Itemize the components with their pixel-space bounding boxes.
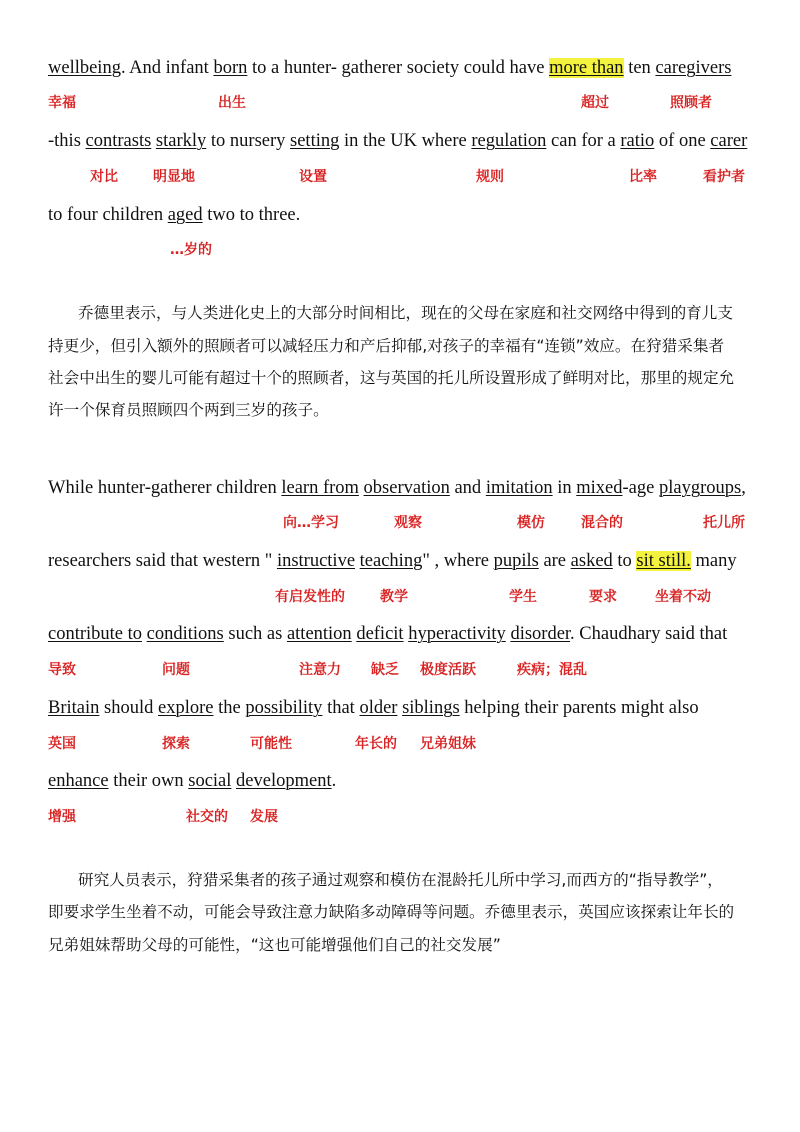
vocab-carer: carer (710, 131, 748, 151)
gloss-regulation: 规则 (476, 169, 504, 185)
gloss-contribute-to: 导致 (48, 662, 76, 678)
text-run: helping their parents might also (459, 698, 699, 718)
text-run: are (538, 551, 571, 571)
text-run: -age (622, 478, 659, 498)
gloss-mixed: 混合的 (581, 515, 623, 531)
gloss-pupils: 学生 (509, 589, 537, 605)
vocab-regulation: regulation (471, 131, 547, 151)
passage-2-line-3 (48, 622, 727, 646)
text-run: such as (223, 624, 287, 644)
vocab-explore: explore (157, 698, 214, 718)
translation-1-line-1: 乔德里表示，与人类进化史上的大部分时间相比，现在的父母在家庭和社交网络中得到的育儿支 (78, 304, 733, 322)
gloss-imitation: 模仿 (517, 515, 545, 531)
text-run: to (612, 551, 637, 571)
gloss-asked: 要求 (589, 589, 617, 605)
vocab-mixed: mixed (576, 478, 623, 498)
text-run: in the UK where (339, 131, 472, 151)
vocab-starkly: starkly (155, 131, 207, 151)
passage-1-line-2 (48, 129, 747, 153)
vocab-conditions: conditions (146, 624, 224, 644)
translation-1-line-3: 社会中出生的婴儿可能有超过十个的照顾者，这与英国的托儿所设置形成了鲜明对比，那里的规定允 (48, 369, 735, 387)
vocab-older: older (359, 698, 398, 718)
gloss-row-2 (0, 167, 800, 187)
gloss-more-than: 超过 (581, 95, 609, 111)
gloss-britain: 英国 (48, 736, 76, 752)
passage-2-line-5 (48, 769, 336, 793)
vocab-enhance: enhance (48, 771, 109, 791)
text-run: many (690, 551, 737, 571)
gloss-row-7 (0, 734, 800, 754)
vocab-observation: observation (363, 478, 450, 498)
gloss-disorder: 疾病；混乱 (517, 662, 587, 678)
gloss-sit-still: 坐着不动 (655, 589, 711, 605)
vocab-learn-from: learn from (281, 478, 359, 498)
gloss-ratio: 比率 (629, 169, 657, 185)
gloss-row-8 (0, 807, 800, 827)
text-run: researchers said that western " (48, 551, 277, 571)
text-run: . (331, 771, 337, 791)
vocab-possibility: possibility (245, 698, 323, 718)
gloss-deficit: 缺乏 (371, 662, 399, 678)
text-run: . And infant (120, 58, 214, 78)
vocab-instructive: instructive (276, 551, 356, 571)
gloss-caregivers: 照顾者 (670, 95, 712, 111)
text-run: -this (48, 131, 86, 151)
text-run: , (741, 478, 746, 498)
gloss-setting: 设置 (299, 169, 327, 185)
gloss-carer: 看护者 (703, 169, 745, 185)
vocab-more-than-highlighted: more than (549, 58, 624, 78)
gloss-instructive: 有启发性的 (275, 589, 345, 605)
gloss-starkly: 明显地 (153, 169, 195, 185)
passage-2-line-4 (48, 696, 699, 720)
vocab-sit-still-highlighted: sit still. (636, 551, 691, 571)
text-run: of one (654, 131, 711, 151)
gloss-row-6 (0, 660, 800, 680)
vocab-contribute-to: contribute to (48, 624, 143, 644)
gloss-row-1 (0, 93, 800, 113)
vocab-social: social (188, 771, 232, 791)
vocab-hyperactivity: hyperactivity (408, 624, 506, 644)
gloss-attention: 注意力 (299, 662, 341, 678)
text-run: and (449, 478, 486, 498)
text-run: " , where (422, 551, 494, 571)
translation-1-line-2: 持更少，但引入额外的照顾者可以减轻压力和产后抑郁,对孩子的幸福有“连锁”效应。在狩猎采集者 (48, 337, 725, 355)
passage-2-line-1 (48, 476, 746, 500)
text-run: that (322, 698, 360, 718)
vocab-imitation: imitation (485, 478, 553, 498)
vocab-teaching: teaching (359, 551, 423, 571)
vocab-asked: asked (570, 551, 613, 571)
vocab-playgroups: playgroups (658, 478, 742, 498)
vocab-disorder: disorder (510, 624, 571, 644)
text-run: While hunter-gatherer children (48, 478, 282, 498)
text-run: their own (108, 771, 189, 791)
gloss-playgroups: 托儿所 (703, 515, 745, 531)
gloss-wellbeing: 幸福 (48, 95, 76, 111)
gloss-teaching: 教学 (380, 589, 408, 605)
text-run: to nursery (206, 131, 291, 151)
gloss-possibility: 可能性 (250, 736, 292, 752)
text-run: ten (623, 58, 656, 78)
text-run: the (213, 698, 246, 718)
translation-2-line-3: 兄弟姐妹帮助父母的可能性，“这也可能增强他们自己的社交发展” (48, 936, 501, 954)
vocab-britain: Britain (48, 698, 100, 718)
translation-2-line-2: 即要求学生坐着不动，可能会导致注意力缺陷多动障碍等问题。乔德里表示，英国应该探索让年长的 (48, 903, 735, 921)
translation-2-line-1: 研究人员表示，狩猎采集者的孩子通过观察和模仿在混龄托儿所中学习,而西方的“指导教学”， (78, 871, 723, 889)
vocab-attention: attention (286, 624, 352, 644)
vocab-pupils: pupils (493, 551, 539, 571)
text-run: to a hunter- gatherer society could have (247, 58, 550, 78)
text-run: in (552, 478, 577, 498)
gloss-social: 社交的 (186, 809, 228, 825)
vocab-siblings: siblings (402, 698, 460, 718)
gloss-siblings: 兄弟姐妹 (420, 736, 476, 752)
passage-2-line-2 (48, 549, 737, 573)
gloss-row-5 (0, 587, 800, 607)
text-run: should (99, 698, 158, 718)
gloss-development: 发展 (250, 809, 278, 825)
text-run: . Chaudhary said that (570, 624, 728, 644)
translation-1-line-4: 许一个保育员照顾四个两到三岁的孩子。 (48, 401, 329, 419)
vocab-ratio: ratio (620, 131, 655, 151)
vocab-wellbeing: wellbeing (48, 58, 121, 78)
gloss-contrasts: 对比 (90, 169, 118, 185)
gloss-observation: 观察 (394, 515, 422, 531)
gloss-row-4 (0, 513, 800, 533)
vocab-deficit: deficit (356, 624, 404, 644)
gloss-born: 出生 (218, 95, 246, 111)
gloss-row-3 (0, 240, 800, 260)
text-run: two to three. (202, 205, 301, 225)
passage-1-line-3 (48, 203, 300, 227)
vocab-aged: aged (167, 205, 203, 225)
text-run: to four children (48, 205, 168, 225)
passage-1-line-1 (48, 56, 731, 80)
vocab-development: development (236, 771, 332, 791)
vocab-born: born (213, 58, 248, 78)
vocab-setting: setting (290, 131, 340, 151)
text-run: can for a (546, 131, 621, 151)
gloss-conditions: 问题 (162, 662, 190, 678)
gloss-aged: …岁的 (170, 242, 212, 258)
gloss-older: 年长的 (355, 736, 397, 752)
vocab-contrasts: contrasts (85, 131, 152, 151)
gloss-explore: 探索 (162, 736, 190, 752)
gloss-enhance: 增强 (48, 809, 76, 825)
vocab-caregivers: caregivers (655, 58, 732, 78)
gloss-hyperactivity: 极度活跃 (420, 662, 476, 678)
gloss-learn-from: 向…学习 (283, 515, 339, 531)
